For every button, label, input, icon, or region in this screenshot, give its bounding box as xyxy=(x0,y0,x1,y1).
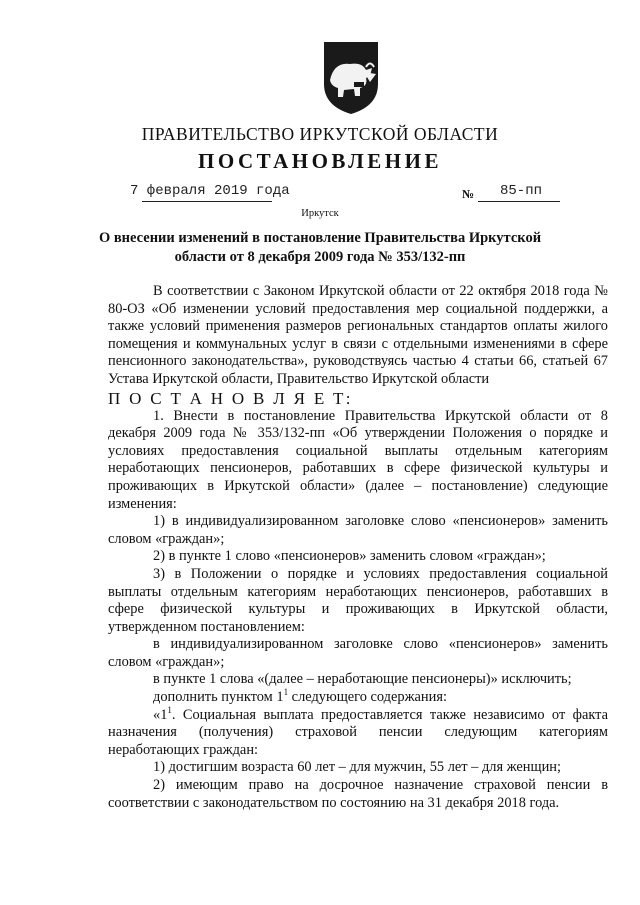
paragraph: 2) в пункте 1 слово «пенсионеров» заменить словом «граждан»; xyxy=(153,548,546,565)
superscript: 1 xyxy=(283,687,289,698)
document-type: ПОСТАНОВЛЕНИЕ xyxy=(198,149,442,173)
decree-word: П О С Т А Н О В Л Я Е Т: xyxy=(108,388,353,408)
superscript: 1 xyxy=(167,704,172,715)
title-line: О внесении изменений в постановление Правительства Иркутской xyxy=(98,230,542,246)
document-number: 85-пп xyxy=(500,183,543,199)
document-body xyxy=(108,283,608,812)
date-underline xyxy=(142,201,272,202)
paragraph-text: дополнить пунктом 1 xyxy=(153,689,284,706)
number-underline xyxy=(478,201,560,202)
paragraph: 1) достигшим возраста 60 лет – для мужчин, 55 лет – для женщин; xyxy=(153,759,561,776)
document-title xyxy=(60,229,580,267)
document-date: 7 февраля 2019 года xyxy=(130,183,290,199)
number-sign: № xyxy=(462,187,475,201)
preamble: В соответствии с Законом Иркутской области от 22 октября 2018 года № 80-ОЗ «Об изменении условий предоставления мер социальной поддержки, а также условий применения размеров региональных стандартов оплаты жилого помещения и коммунальных услуг в связи с отдельными изменениями в сфере пенсионного законодательства», руководствуясь частью 4 статьи 66, статьей 67 Устава Иркутской области, Правительство Иркутской области xyxy=(108,283,608,387)
coat-of-arms-icon xyxy=(320,40,382,116)
city: Иркутск xyxy=(301,208,339,219)
government-name: ПРАВИТЕЛЬСТВО ИРКУТСКОЙ ОБЛАСТИ xyxy=(141,124,499,144)
paragraph-text: . Социальная выплата предоставляется также независимо от факта назначения (получения) страховой пенсии следующим категориям неработающих граждан: xyxy=(108,706,608,758)
paragraph: 1. Внести в постановление Правительства Иркутской области от 8 декабря 2009 года № 353/132-пп «Об утверждении Положения о порядке и условиях предоставления социальной выплаты отдельным категориям неработающих пенсионеров, работавших в сфере физической культуры и проживающих в Иркутской области» (далее – постановление) следующие изменения: xyxy=(108,407,608,512)
paragraph-text: следующего содержания: xyxy=(288,689,447,706)
paragraph: в пункте 1 слова «(далее – неработающие пенсионеры)» исключить; xyxy=(153,671,572,688)
paragraph xyxy=(108,704,608,760)
paragraph-text: «1 xyxy=(153,706,168,723)
paragraph: в индивидуализированном заголовке слово «пенсионеров» заменить словом «граждан»; xyxy=(108,636,608,670)
paragraph: 3) в Положении о порядке и условиях предоставления социальной выплаты отдельным категориям неработающих пенсионеров, работавших в сфере физической культуры и проживающих в Иркутской области, утвержденном постановлением: xyxy=(108,565,608,635)
title-line: области от 8 декабря 2009 года № 353/132-пп xyxy=(174,249,466,265)
paragraph: 2) имеющим право на досрочное назначение страховой пенсии в соответствии с законодательством по состоянию на 31 декабря 2018 года. xyxy=(108,777,608,811)
paragraph xyxy=(108,689,608,707)
paragraph: 1) в индивидуализированном заголовке слово «пенсионеров» заменить словом «граждан»; xyxy=(108,513,608,547)
